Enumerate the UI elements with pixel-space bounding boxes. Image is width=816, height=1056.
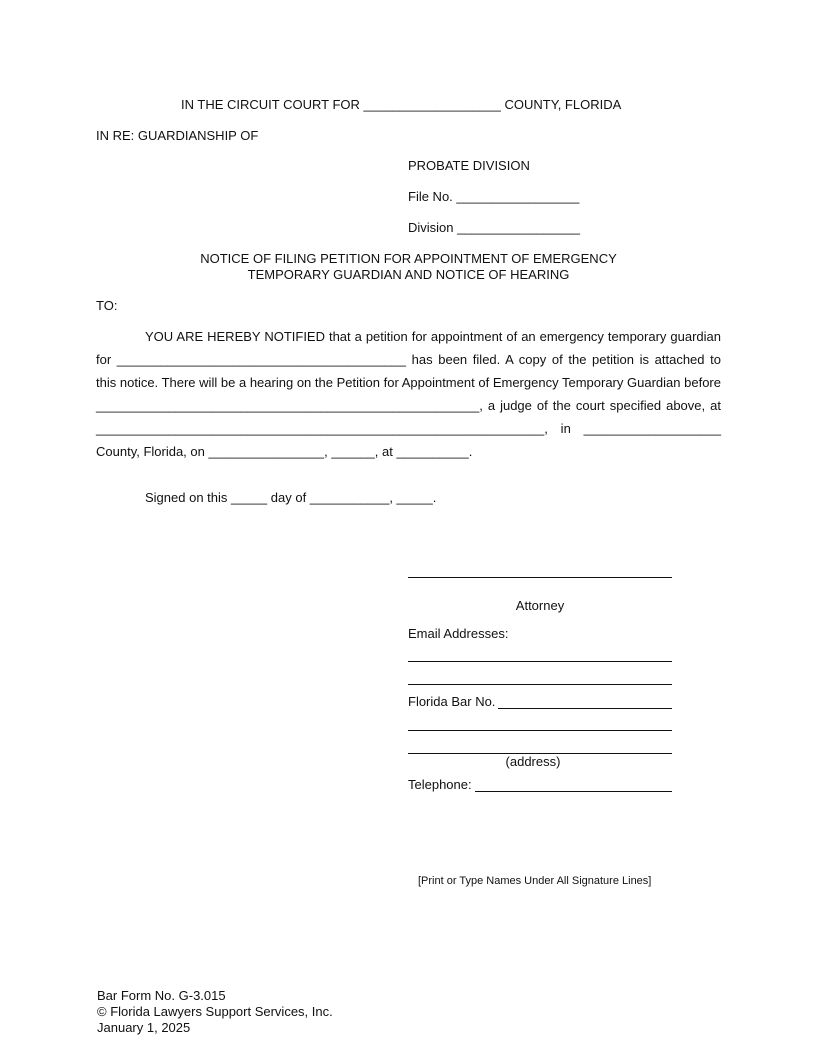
attorney-label: Attorney <box>515 598 565 613</box>
file-number-line: File No. _________________ <box>408 189 580 204</box>
in-re-line: IN RE: GUARDIANSHIP OF <box>96 128 259 143</box>
body-line-5: ______________________________________________________________, in ___________________ <box>96 421 721 436</box>
email-line-2 <box>408 684 672 685</box>
document-title-line-1: NOTICE OF FILING PETITION FOR APPOINTMENT OF EMERGENCY <box>200 251 617 266</box>
florida-bar-number-label: Florida Bar No. <box>408 694 496 709</box>
telephone-label: Telephone: <box>408 777 472 792</box>
email-line-1 <box>408 661 672 662</box>
body-line-3: this notice. There will be a hearing on the Petition for Appointment of Emergency Temporary Guardian before <box>96 375 721 390</box>
bar-form-number: Bar Form No. G-3.015 <box>97 988 226 1003</box>
probate-division: PROBATE DIVISION <box>408 158 530 173</box>
print-names-note: [Print or Type Names Under All Signature Lines] <box>418 875 652 887</box>
body-line-2: for ________________________________________ has been filed. A copy of the petition is attached to <box>96 352 721 367</box>
division-line: Division _________________ <box>408 220 581 235</box>
to-label: TO: <box>96 298 118 313</box>
document-title-line-2: TEMPORARY GUARDIAN AND NOTICE OF HEARING <box>247 267 570 282</box>
email-addresses-label: Email Addresses: <box>408 626 509 641</box>
florida-bar-number-line <box>498 708 672 709</box>
body-line-4: _____________________________________________________, a judge of the court specified above, at <box>96 398 721 413</box>
address-label: (address) <box>505 754 561 769</box>
address-line-1 <box>408 730 672 731</box>
attorney-signature-line <box>408 577 672 578</box>
copyright-line: © Florida Lawyers Support Services, Inc. <box>97 1004 333 1019</box>
body-line-1: YOU ARE HEREBY NOTIFIED that a petition for appointment of an emergency temporary guardian <box>145 329 721 344</box>
signed-date-line: Signed on this _____ day of ___________, _____. <box>145 490 437 505</box>
telephone-line <box>475 791 672 792</box>
court-line: IN THE CIRCUIT COURT FOR ___________________ COUNTY, FLORIDA <box>181 97 622 112</box>
body-line-6: County, Florida, on ________________, ______, at __________. <box>96 444 473 459</box>
form-date: January 1, 2025 <box>97 1020 191 1035</box>
